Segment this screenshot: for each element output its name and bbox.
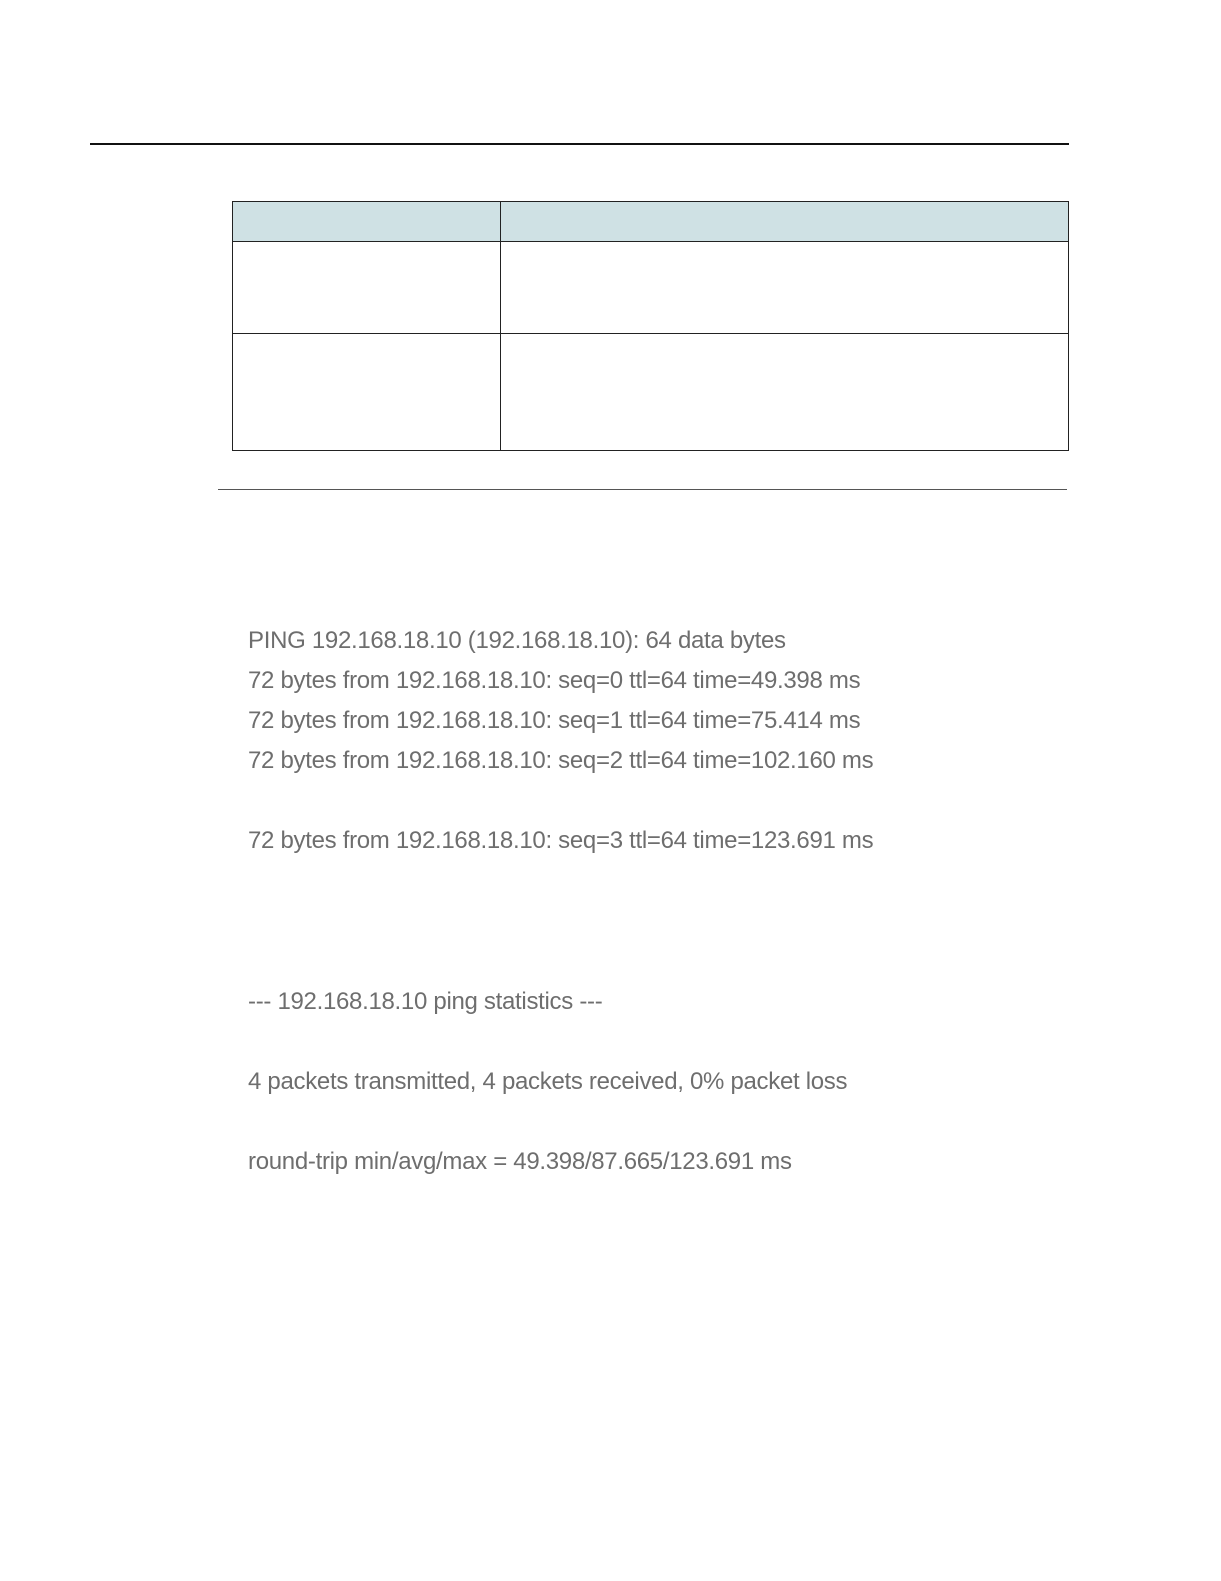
table-cell <box>233 334 501 451</box>
ping-round-trip: round-trip min/avg/max = 49.398/87.665/123.691 ms <box>248 1148 792 1175</box>
table-cell <box>501 334 1069 451</box>
ping-reply-line: 72 bytes from 192.168.18.10: seq=0 ttl=64 time=49.398 ms <box>248 667 861 694</box>
table-row <box>233 242 1069 334</box>
table-cell <box>233 242 501 334</box>
parameter-table <box>232 201 1069 451</box>
ping-reply-line: 72 bytes from 192.168.18.10: seq=1 ttl=64 time=75.414 ms <box>248 707 861 734</box>
ping-reply-line: 72 bytes from 192.168.18.10: seq=3 ttl=64 time=123.691 ms <box>248 827 874 854</box>
table-cell <box>501 242 1069 334</box>
table-header-row <box>233 202 1069 242</box>
section-divider <box>218 489 1067 490</box>
ping-statistics-header: --- 192.168.18.10 ping statistics --- <box>248 988 603 1015</box>
table-header-cell <box>501 202 1069 242</box>
ping-header-line: PING 192.168.18.10 (192.168.18.10): 64 data bytes <box>248 627 786 654</box>
table-header-cell <box>233 202 501 242</box>
ping-packet-summary: 4 packets transmitted, 4 packets received, 0% packet loss <box>248 1068 848 1095</box>
table-row <box>233 334 1069 451</box>
ping-reply-line: 72 bytes from 192.168.18.10: seq=2 ttl=64 time=102.160 ms <box>248 747 874 774</box>
page-header-rule <box>90 143 1069 145</box>
